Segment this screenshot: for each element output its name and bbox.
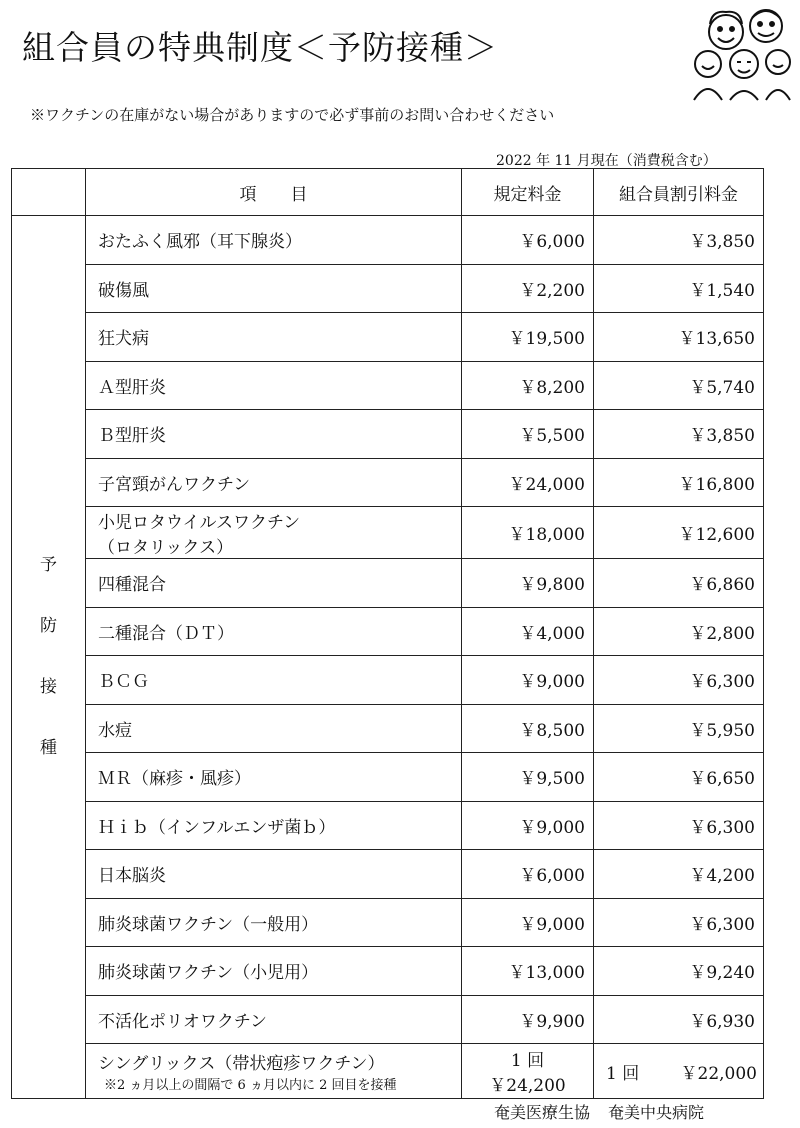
member-price: ￥6,860	[594, 559, 764, 608]
category-cell	[12, 216, 86, 1099]
vaccination-price-table	[11, 168, 764, 1099]
vaccine-name: 狂犬病	[86, 313, 462, 362]
standard-price: ￥9,000	[462, 656, 594, 705]
member-price: ￥6,930	[594, 995, 764, 1044]
standard-price: ￥9,000	[462, 801, 594, 850]
table-header-row	[12, 169, 764, 216]
vaccine-name: 水痘	[86, 704, 462, 753]
standard-price: ￥24,200	[489, 1076, 566, 1096]
table-row	[12, 898, 764, 947]
member-price: ￥6,300	[594, 898, 764, 947]
vaccine-name: Ａ型肝炎	[86, 361, 462, 410]
standard-price: ￥8,200	[462, 361, 594, 410]
vaccine-name: ＭＲ（麻疹・風疹）	[86, 753, 462, 802]
table-row	[12, 656, 764, 705]
table-row	[12, 507, 764, 559]
member-price: ￥1,540	[594, 264, 764, 313]
hospital-name: 奄美中央病院	[608, 1103, 705, 1122]
footer-org	[494, 1100, 704, 1123]
vaccine-name: 小児ロタウイルスワクチン	[98, 512, 301, 533]
table-row	[12, 607, 764, 656]
member-price-header: 組合員割引料金	[594, 169, 764, 216]
member-price: ￥4,200	[594, 850, 764, 899]
standard-price: ￥18,000	[462, 507, 594, 559]
table-row	[12, 753, 764, 802]
dosing-note: ※2 ヵ月以上の間隔で 6 ヵ月以内に 2 回目を接種	[104, 1078, 397, 1093]
standard-price: ￥6,000	[462, 850, 594, 899]
dose-label: 1 回	[606, 1063, 640, 1084]
vaccine-name: 二種混合（ＤＴ）	[86, 607, 462, 656]
member-price-cell	[594, 1044, 764, 1099]
member-price: ￥6,650	[594, 753, 764, 802]
category-char: 予	[40, 555, 57, 575]
member-price: ￥6,300	[594, 801, 764, 850]
item-column-header: 項 目	[86, 169, 462, 216]
standard-price: ￥9,500	[462, 753, 594, 802]
vaccine-name: おたふく風邪（耳下腺炎）	[86, 216, 462, 265]
table-row	[12, 1044, 764, 1099]
standard-price: ￥19,500	[462, 313, 594, 362]
vaccine-name-sub: （ロタリックス）	[98, 537, 234, 558]
vaccine-name: 破傷風	[86, 264, 462, 313]
standard-price-header: 規定料金	[462, 169, 594, 216]
table-row	[12, 361, 764, 410]
member-price: ￥2,800	[594, 607, 764, 656]
table-row	[12, 850, 764, 899]
vaccine-name: 子宮頸がんワクチン	[86, 458, 462, 507]
standard-price: ￥9,800	[462, 559, 594, 608]
vaccine-name: 肺炎球菌ワクチン（小児用）	[86, 947, 462, 996]
member-price: ￥9,240	[594, 947, 764, 996]
vaccine-name: 日本脳炎	[86, 850, 462, 899]
dose-label: 1 回	[510, 1051, 545, 1071]
standard-price-cell	[462, 1044, 594, 1099]
member-price: ￥22,000	[680, 1063, 757, 1084]
table-row	[12, 410, 764, 459]
member-price: ￥6,300	[594, 656, 764, 705]
member-price: ￥12,600	[594, 507, 764, 559]
member-price: ￥3,850	[594, 410, 764, 459]
table-row	[12, 995, 764, 1044]
member-price: ￥5,950	[594, 704, 764, 753]
standard-price: ￥8,500	[462, 704, 594, 753]
vaccine-name: ＢＣＧ	[86, 656, 462, 705]
standard-price: ￥24,000	[462, 458, 594, 507]
table-row	[12, 704, 764, 753]
member-price: ￥3,850	[594, 216, 764, 265]
table-row	[12, 458, 764, 507]
member-price: ￥5,740	[594, 361, 764, 410]
category-char: 種	[40, 738, 57, 758]
category-char: 接	[40, 677, 57, 697]
vaccine-name: 不活化ポリオワクチン	[86, 995, 462, 1044]
table-row	[12, 313, 764, 362]
org-name: 奄美医療生協	[494, 1103, 591, 1122]
table-row	[12, 801, 764, 850]
table-row	[12, 559, 764, 608]
standard-price: ￥9,000	[462, 898, 594, 947]
date-note: 2022 年 11 月現在（消費税含む）	[496, 153, 717, 169]
member-price: ￥16,800	[594, 458, 764, 507]
vaccine-name: Ｈｉｂ（インフルエンザ菌ｂ）	[86, 801, 462, 850]
standard-price: ￥4,000	[462, 607, 594, 656]
stock-notice: ※ワクチンの在庫がない場合がありますので必ず事前のお問い合わせください	[30, 106, 555, 124]
standard-price: ￥5,500	[462, 410, 594, 459]
table-row	[12, 216, 764, 265]
family-illustration	[686, 2, 796, 102]
standard-price: ￥9,900	[462, 995, 594, 1044]
vaccine-name-cell	[86, 507, 462, 559]
vaccine-name: 四種混合	[86, 559, 462, 608]
table-row	[12, 264, 764, 313]
category-char: 防	[40, 616, 57, 636]
member-price: ￥13,650	[594, 313, 764, 362]
vaccine-name-cell	[86, 1044, 462, 1099]
category-header	[12, 169, 86, 216]
vaccine-name: 肺炎球菌ワクチン（一般用）	[86, 898, 462, 947]
vaccine-name: Ｂ型肝炎	[86, 410, 462, 459]
standard-price: ￥2,200	[462, 264, 594, 313]
vaccine-name: シングリックス（帯状疱疹ワクチン）	[98, 1054, 385, 1074]
standard-price: ￥6,000	[462, 216, 594, 265]
table-row	[12, 947, 764, 996]
page-title: 組合員の特典制度＜予防接種＞	[22, 28, 498, 67]
standard-price: ￥13,000	[462, 947, 594, 996]
